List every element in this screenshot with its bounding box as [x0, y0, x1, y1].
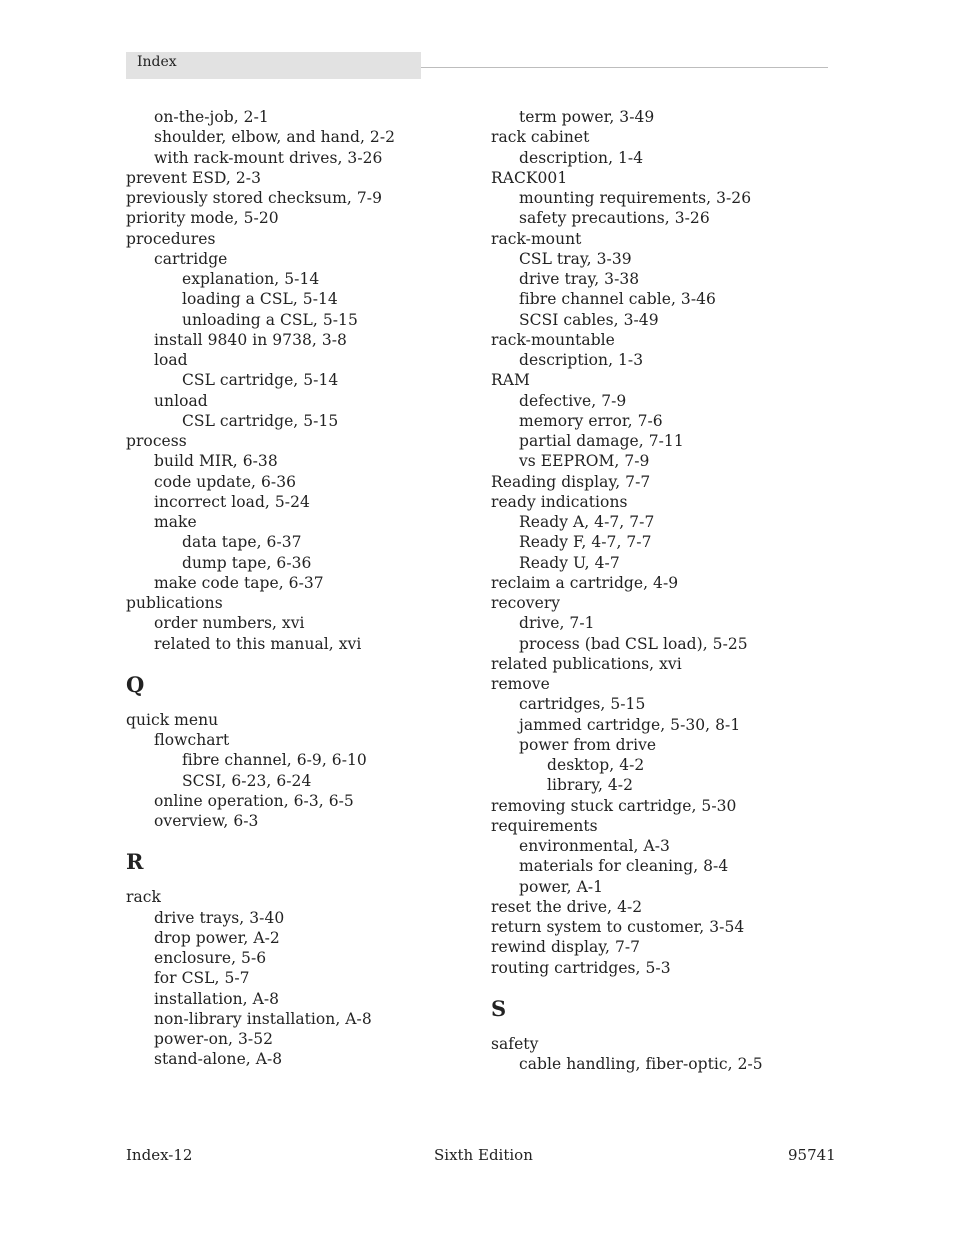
index-entry: requirements — [491, 816, 598, 835]
index-subentry: overview, 6-3 — [154, 812, 259, 830]
header-rule — [421, 67, 828, 68]
index-entry: process — [126, 432, 187, 450]
footer-page-number: Index-12 — [126, 1146, 193, 1164]
index-column-right — [491, 107, 831, 1074]
index-subentry: power, A-1 — [519, 877, 604, 896]
section-heading: Q — [126, 671, 145, 697]
index-entry: rewind display, 7-7 — [491, 938, 641, 957]
index-subentry: cable handling, fiber-optic, 2-5 — [519, 1055, 763, 1073]
index-entry: reclaim a cartridge, 4-9 — [491, 573, 679, 592]
index-subentry: vs EEPROM, 7-9 — [519, 452, 650, 471]
section-spacer — [126, 874, 466, 887]
index-subentry: mounting requirements, 3-26 — [519, 189, 752, 207]
index-entry: previously stored checksum, 7-9 — [126, 189, 382, 207]
index-subentry: fibre channel cable, 3-46 — [519, 290, 716, 309]
section-spacer — [491, 978, 831, 997]
index-entry: prevent ESD, 2-3 — [126, 168, 261, 187]
index-entry: ready indications — [491, 492, 628, 511]
index-subentry: Ready A, 4-7, 7-7 — [519, 513, 655, 531]
header-label: Index — [137, 54, 177, 70]
index-entry: rack cabinet — [491, 128, 590, 147]
index-entry: Reading display, 7-7 — [491, 472, 651, 491]
index-subentry: on-the-job, 2-1 — [154, 108, 269, 126]
index-subentry: jammed cartridge, 5-30, 8-1 — [519, 715, 741, 734]
footer-doc-number: 95741 — [788, 1146, 836, 1164]
index-entry: procedures — [126, 229, 216, 248]
index-subentry: flowchart — [154, 731, 230, 749]
index-subentry: power-on, 3-52 — [154, 1030, 274, 1048]
index-subentry: CSL cartridge, 5-14 — [182, 371, 339, 390]
index-entry: related publications, xvi — [491, 654, 682, 673]
index-subentry: SCSI cables, 3-49 — [519, 310, 659, 329]
index-subentry: power from drive — [519, 735, 657, 754]
index-entry: priority mode, 5-20 — [126, 209, 279, 228]
index-entry: reset the drive, 4-2 — [491, 897, 643, 916]
index-subentry: incorrect load, 5-24 — [154, 492, 310, 511]
index-subentry: drive, 7-1 — [519, 614, 595, 633]
index-entry: routing cartridges, 5-3 — [491, 958, 671, 977]
index-subentry: cartridges, 5-15 — [519, 695, 646, 714]
index-subentry: drop power, A-2 — [154, 928, 280, 947]
index-subentry: for CSL, 5-7 — [154, 969, 250, 988]
index-entry: quick menu — [126, 710, 219, 729]
index-subentry: term power, 3-49 — [519, 108, 655, 126]
section-heading: S — [491, 995, 507, 1021]
footer-edition: Sixth Edition — [434, 1146, 533, 1164]
index-entry: return system to customer, 3-54 — [491, 918, 745, 936]
index-subentry: Ready U, 4-7 — [519, 553, 620, 572]
index-subentry: fibre channel, 6-9, 6-10 — [182, 751, 367, 770]
index-subentry: online operation, 6-3, 6-5 — [154, 791, 354, 810]
index-subentry: CSL tray, 3-39 — [519, 249, 632, 268]
index-subentry: make — [154, 513, 197, 531]
index-entry: rack-mount — [491, 229, 582, 248]
index-subentry: environmental, A-3 — [519, 837, 670, 855]
index-subentry: make code tape, 6-37 — [154, 573, 324, 592]
index-subentry: loading a CSL, 5-14 — [182, 290, 338, 309]
index-subentry: unloading a CSL, 5-15 — [182, 310, 358, 329]
index-subentry: safety precautions, 3-26 — [519, 209, 710, 228]
index-entry: recovery — [491, 594, 561, 612]
index-subentry: SCSI, 6-23, 6-24 — [182, 771, 312, 790]
index-subentry: Ready F, 4-7, 7-7 — [519, 533, 652, 552]
index-entry: publications — [126, 594, 223, 612]
index-subentry: install 9840 in 9738, 3-8 — [154, 330, 347, 349]
section-spacer — [491, 1021, 831, 1034]
index-subentry: unload — [154, 391, 208, 410]
index-subentry: shoulder, elbow, and hand, 2-2 — [154, 128, 396, 147]
index-column-left — [126, 107, 466, 1070]
section-spacer — [126, 697, 466, 710]
index-subentry: defective, 7-9 — [519, 391, 627, 410]
index-entry: RACK001 — [491, 168, 568, 187]
index-subentry: library, 4-2 — [547, 776, 634, 795]
section-heading: R — [126, 849, 144, 875]
index-subentry: description, 1-4 — [519, 148, 644, 167]
section-spacer — [126, 831, 466, 850]
index-entry: safety — [491, 1034, 539, 1053]
index-subentry: code update, 6-36 — [154, 472, 297, 491]
index-subentry: dump tape, 6-36 — [182, 553, 312, 572]
index-subentry: CSL cartridge, 5-15 — [182, 411, 339, 430]
index-entry: rack — [126, 888, 161, 907]
section-spacer — [126, 654, 466, 673]
index-subentry: load — [154, 351, 188, 369]
index-subentry: drive trays, 3-40 — [154, 908, 285, 927]
index-subentry: materials for cleaning, 8-4 — [519, 857, 729, 876]
index-subentry: cartridge — [154, 249, 228, 268]
index-subentry: stand-alone, A-8 — [154, 1050, 283, 1069]
index-entry: rack-mountable — [491, 330, 615, 349]
index-subentry: related to this manual, xvi — [154, 634, 362, 653]
index-entry: removing stuck cartridge, 5-30 — [491, 796, 737, 815]
index-subentry: drive tray, 3-38 — [519, 270, 640, 288]
index-subentry: memory error, 7-6 — [519, 411, 663, 430]
index-subentry: data tape, 6-37 — [182, 533, 302, 552]
index-subentry: description, 1-3 — [519, 351, 644, 369]
index-entry: remove — [491, 675, 550, 693]
index-subentry: installation, A-8 — [154, 989, 280, 1008]
index-subentry: enclosure, 5-6 — [154, 949, 267, 967]
index-entry: RAM — [491, 371, 530, 390]
index-subentry: desktop, 4-2 — [547, 756, 645, 774]
index-subentry: explanation, 5-14 — [182, 270, 320, 288]
index-subentry: order numbers, xvi — [154, 614, 305, 633]
index-subentry: non-library installation, A-8 — [154, 1009, 372, 1028]
running-header — [126, 52, 421, 79]
index-subentry: process (bad CSL load), 5-25 — [519, 634, 748, 653]
index-subentry: partial damage, 7-11 — [519, 432, 684, 450]
index-subentry: with rack-mount drives, 3-26 — [154, 148, 383, 167]
index-subentry: build MIR, 6-38 — [154, 452, 278, 471]
